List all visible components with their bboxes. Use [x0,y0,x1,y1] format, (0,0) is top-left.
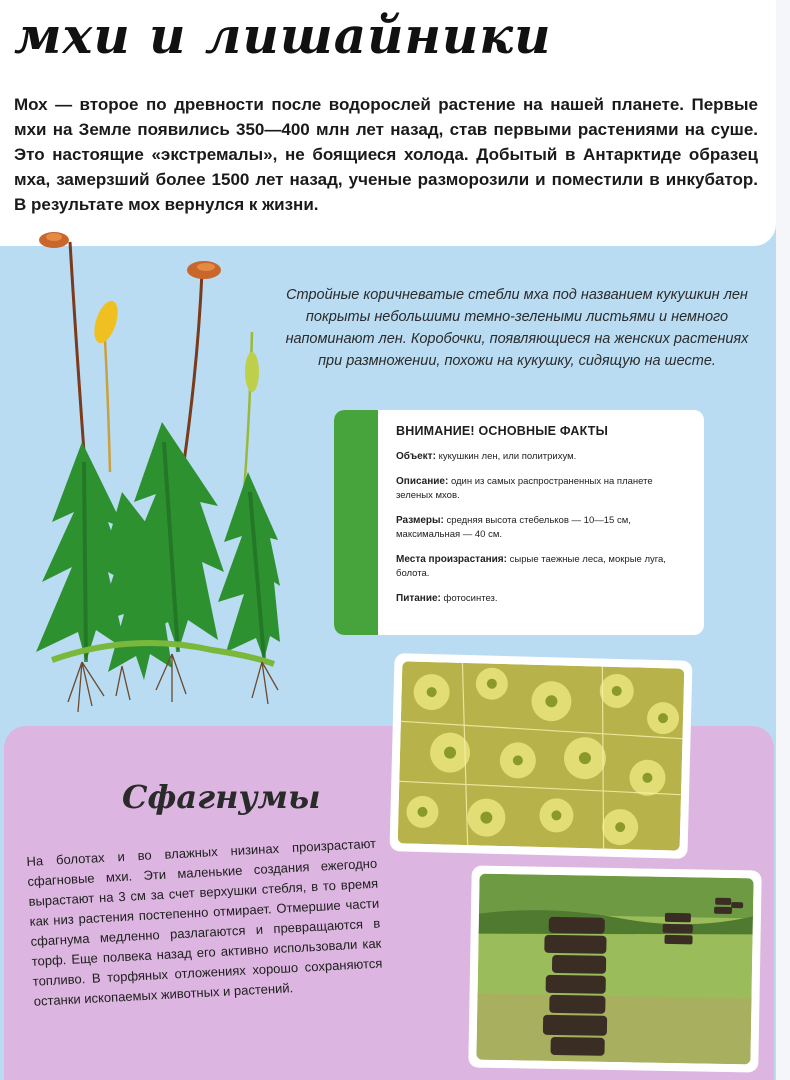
fact-label: Места произрастания: [396,554,507,565]
facts-body [396,424,692,617]
fact-description [396,475,692,503]
sphagnum-photo [389,653,692,859]
fact-value: кукушкин лен, или политрихум. [438,451,577,462]
fact-value: сырые таежные леса, мокрые луга, болота. [396,554,666,579]
facts-card [334,410,704,635]
moss-caption: Стройные коричневатые стебли мха под названием кукушкин лен покрыты небольшими темно-зелеными листьями и немного напоминают лен. Коробочки, появляющиеся на женских растениях при размножении, похожи на кукушку, сидящую на шесте. [285,287,749,369]
fact-habitat [396,553,692,581]
fact-label: Питание: [396,593,441,604]
intro-paragraph: Мох — второе по древности после водорослей растение на нашей планете. Первые мхи на Земле появились 350—400 млн лет назад, став первыми растениями на суше. Это настоящие «экстремалы», не боящиеся холода. Добытый в Антарктиде образец мха, замерзший более 1500 лет назад, ученые разморозили и поместили в инкубатор. В результате мох вернулся к жизни. [14,95,758,214]
fact-size [396,514,692,542]
fact-label: Размеры: [396,515,444,526]
peat-photo [468,865,761,1072]
fact-nutrition [396,592,692,606]
page-edge-strip [776,0,790,1080]
facts-heading: ВНИМАНИЕ! ОСНОВНЫЕ ФАКТЫ [396,424,609,438]
page-title: мхи и лишайники [14,6,552,65]
fact-object [396,450,692,464]
fact-label: Объект: [396,451,436,462]
sphagnum-paragraph: На болотах и во влажных низинах произрастают сфагновые мхи. Эти маленькие создания ежегодно вырастают на 3 см за счет верхушки стебля, в то время как низ растения постепенно отмирает. Отмершие части сфагнума медленно разлагаются и превращаются в торф. Еще полвека назад его активно использовали как топливо. В торфяных отложениях хорошо сохраняются останки ископаемых животных и растений. [26,835,383,1009]
sphagnum-title: Сфагнумы [122,778,321,816]
facts-accent-bar [334,410,378,635]
fact-label: Описание: [396,476,449,487]
fact-value: средняя высота стебельков — 10—15 см, максимальная — 40 см. [396,515,631,540]
moss-illustration [12,222,282,722]
fact-value: фотосинтез. [443,593,498,604]
fact-value: один из самых распространенных на планете зеленых мхов. [396,476,653,501]
